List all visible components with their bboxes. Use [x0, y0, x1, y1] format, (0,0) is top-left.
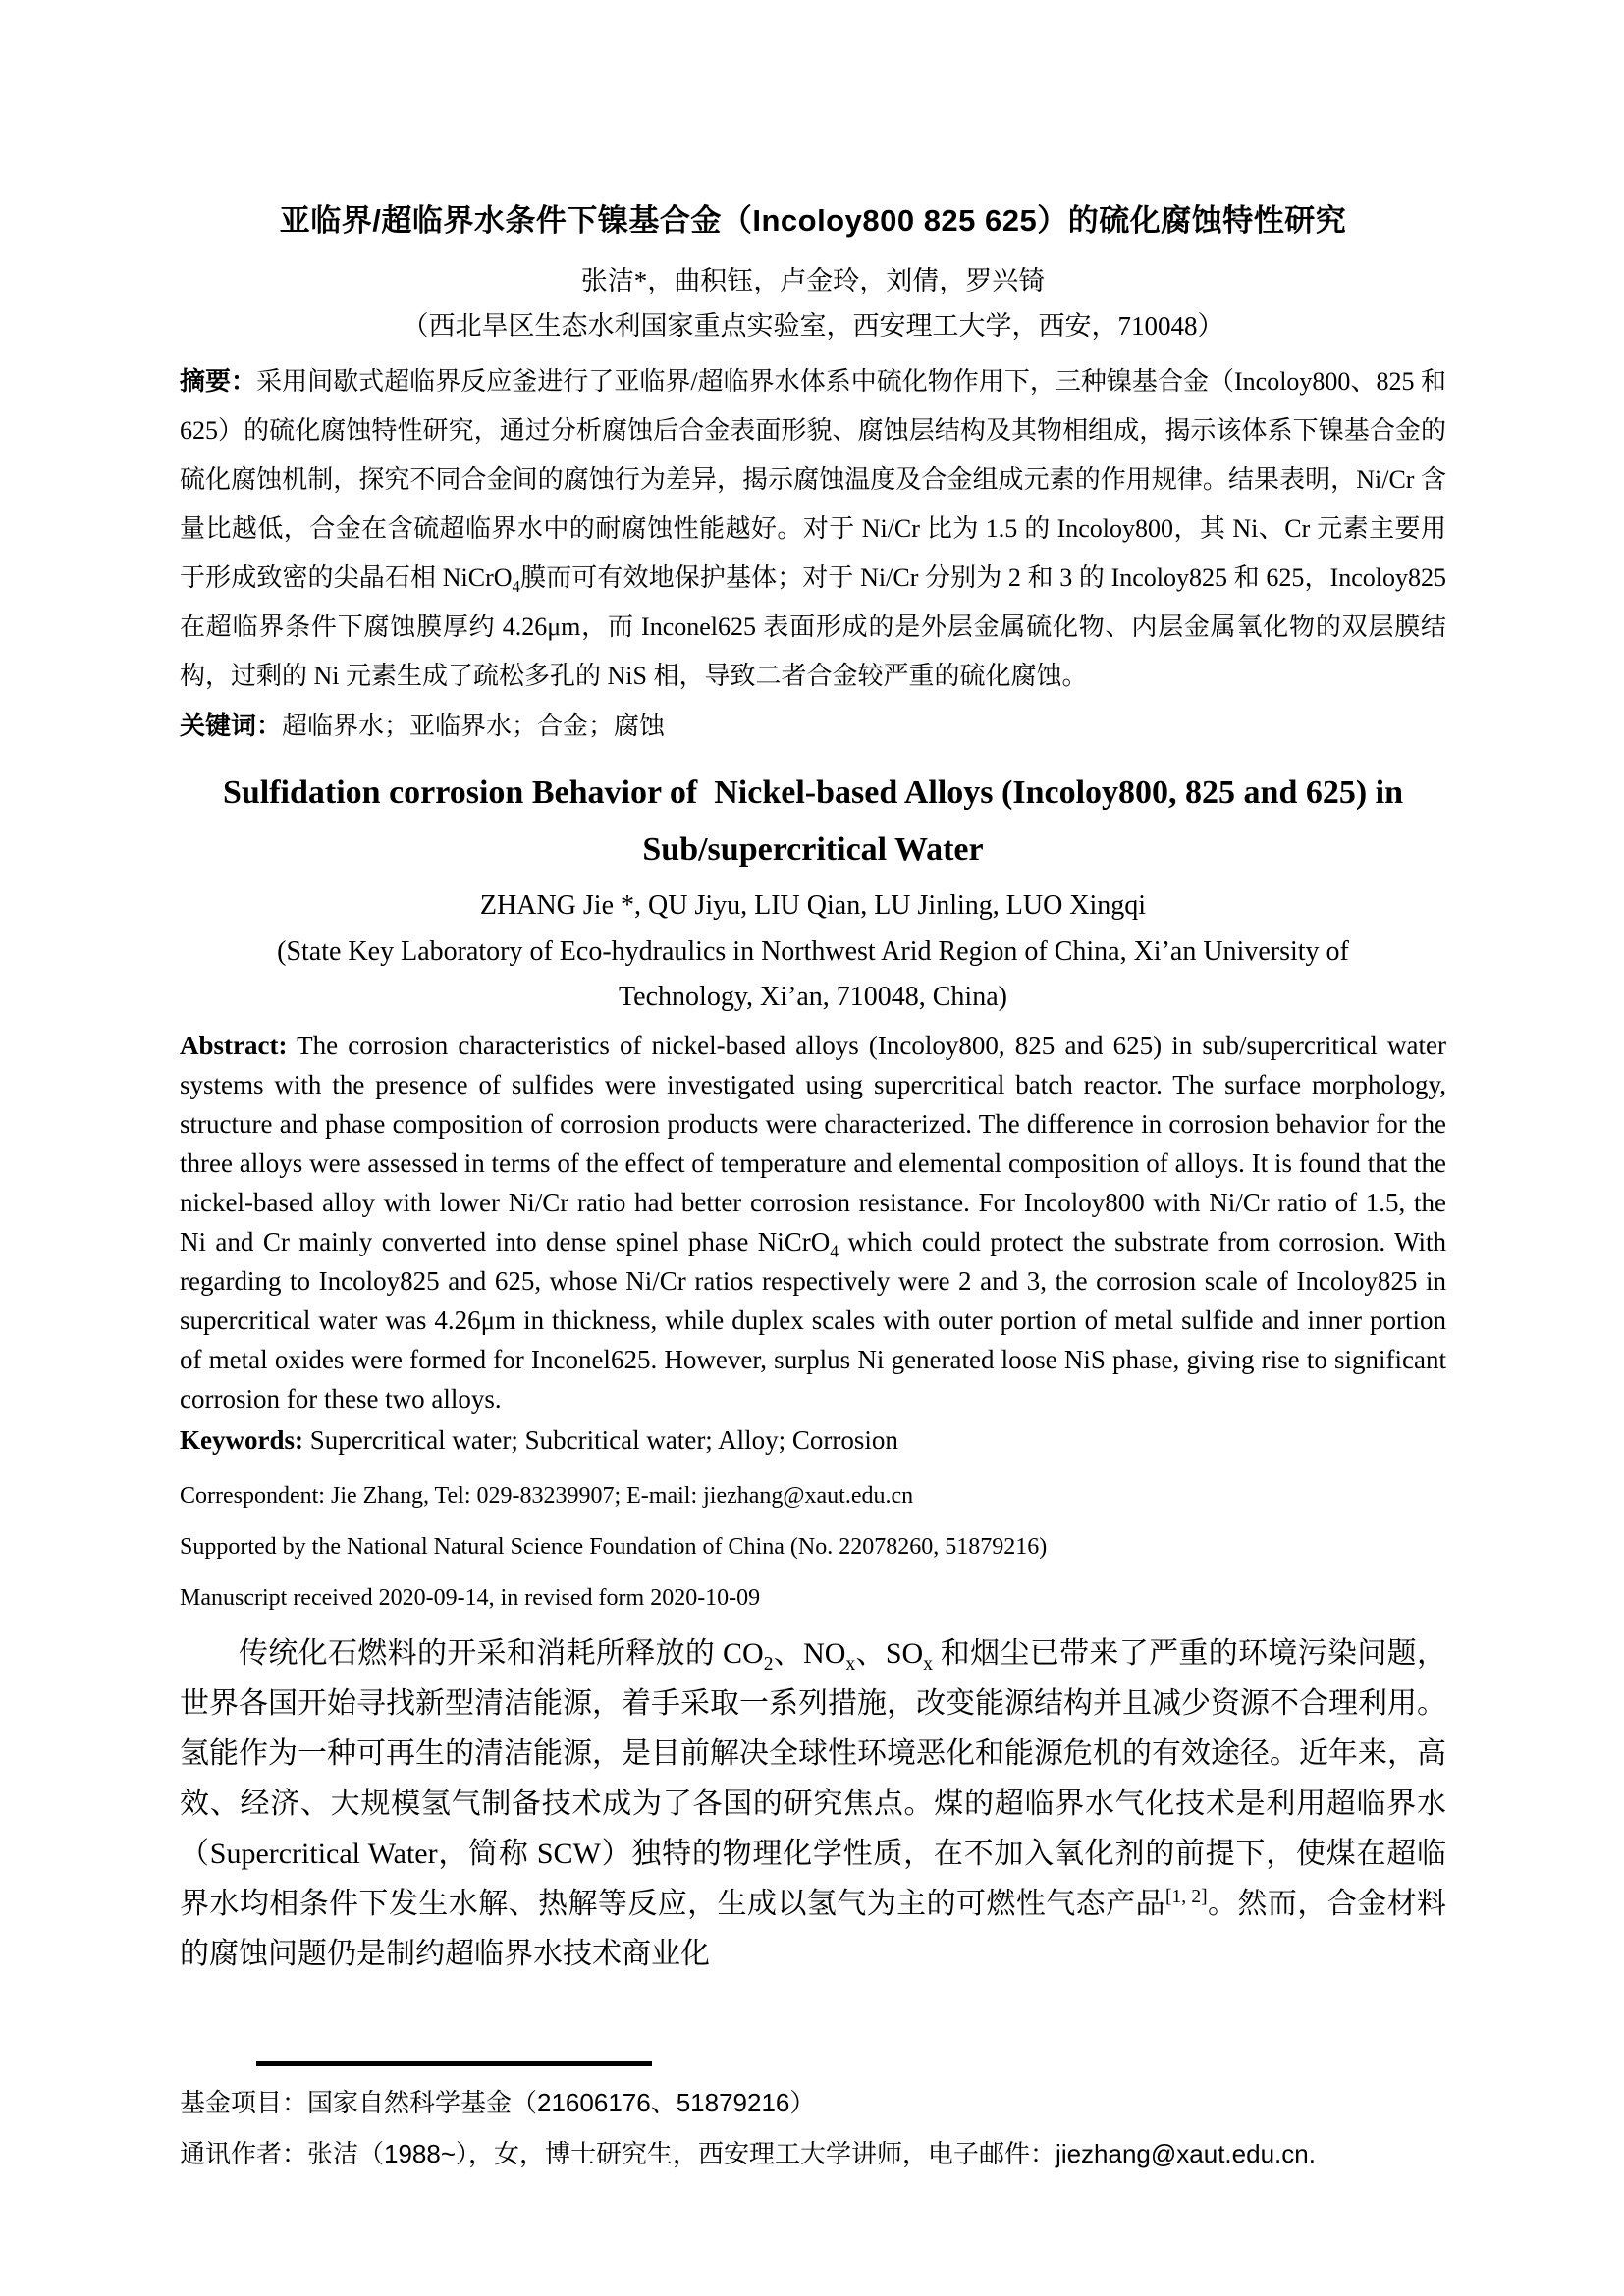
footnote-fund-text: 国家自然科学基金（21606176、51879216）	[307, 2088, 816, 2117]
chinese-abstract-subscript: 4	[512, 577, 520, 597]
english-abstract-label: Abstract:	[180, 1031, 288, 1060]
english-title	[180, 765, 1446, 879]
chinese-keywords-text: 超临界水；亚临界水；合金；腐蚀	[282, 712, 666, 740]
chinese-title: 亚临界/超临界水条件下镍基合金（Incoloy800 825 625）的硫化腐蚀特性研究	[279, 203, 1347, 238]
english-affiliation	[180, 930, 1446, 1020]
intro-text-5: 。然而，合金材料的腐蚀问题仍是制约超临界水技术商业化	[180, 1888, 1447, 1970]
footnote-fund-line	[180, 2088, 1446, 2117]
intro-text-3: 、SO	[855, 1637, 924, 1670]
chinese-affiliation: （西北旱区生态水利国家重点实验室，西安理工大学，西安，710048）	[402, 311, 1224, 341]
english-keywords-label: Keywords:	[180, 1425, 303, 1455]
footnote-correspondent-label: 通讯作者：	[180, 2139, 308, 2168]
chinese-authors: 张洁*，曲积钰，卢金玲，刘倩，罗兴锜	[580, 266, 1046, 295]
introduction-paragraph	[180, 1629, 1446, 1979]
english-title-line-1: Sulfidation corrosion Behavior of Nickel-based Alloys (Incoloy800, 825 and 625) in	[222, 774, 1404, 811]
footnote-separator-rule	[256, 2061, 652, 2066]
english-abstract	[180, 1026, 1446, 1418]
intro-citation-superscript: [1, 2]	[1164, 1887, 1208, 1907]
intro-text-2: 、NO	[773, 1637, 846, 1670]
chinese-abstract-text-2: 膜而可有效地保护基体；对于 Ni/Cr 分别为 2 和 3 的 Incoloy825 和 625，Incoloy825 在超临界条件下腐蚀膜厚约 4.26μm，而 Inconel625 表面形成的是外层金属硫化物、内层金属氧化物的双层膜结构，过剩的 Ni 元素生成了疏松多孔的 NiS 相，导致二者合金较严重的硫化腐蚀。	[180, 563, 1446, 690]
chinese-keywords-label: 关键词：	[180, 711, 283, 740]
footnote-block	[180, 2061, 1446, 2168]
intro-text-1: 传统化石燃料的开采和消耗所释放的 CO	[239, 1637, 764, 1670]
funding-support-line: Supported by the National Natural Science Foundation of China (No. 22078260, 51879216)	[180, 1534, 1048, 1560]
english-abstract-subscript: 4	[830, 1241, 839, 1261]
paper-content	[180, 201, 1446, 1979]
english-abstract-text-2: which could protect the substrate from corrosion. With regarding to Incoloy825 and 625, whose Ni/Cr ratios respectively were 2 and 3, the corrosion scale of Incoloy825 in supercritical water was 4.26μm in thickness, while duplex scales with outer portion of metal sulfide and inner portion of metal oxides were formed for Inconel625. However, surplus Ni generated loose NiS phase, giving rise to significant corrosion for these two alloys.	[180, 1227, 1446, 1414]
english-keywords-text: Supercritical water; Subcritical water; Alloy; Corrosion	[302, 1425, 898, 1455]
manuscript-received-line: Manuscript received 2020-09-14, in revised form 2020-10-09	[180, 1585, 761, 1611]
intro-subscript-co2: 2	[763, 1654, 774, 1675]
english-keywords	[180, 1420, 1446, 1460]
intro-subscript-nox: x	[845, 1654, 856, 1675]
meta-block	[180, 1481, 1446, 1613]
english-affiliation-line-1: (State Key Laboratory of Eco-hydraulics in Northwest Arid Region of China, Xi’an University of	[277, 936, 1349, 967]
chinese-abstract	[180, 356, 1446, 701]
english-authors: ZHANG Jie *, QU Jiyu, LIU Qian, LU Jinling, LUO Xingqi	[479, 890, 1147, 921]
footnote-correspondent-text: 张洁（1988~），女，博士研究生，西安理工大学讲师，电子邮件：jiezhang@xaut.edu.cn.	[307, 2139, 1316, 2168]
chinese-abstract-text-1: 采用间歇式超临界反应釜进行了亚临界/超临界水体系中硫化物作用下，三种镍基合金（Incoloy800、825 和 625）的硫化腐蚀特性研究，通过分析腐蚀后合金表面形貌、腐蚀层结构及其物相组成，揭示该体系下镍基合金的硫化腐蚀机制，探究不同合金间的腐蚀行为差异，揭示腐蚀温度及合金组成元素的作用规律。结果表明，Ni/Cr 含量比越低，合金在含硫超临界水中的耐腐蚀性能越好。对于 Ni/Cr 比为 1.5 的 Incoloy800，其 Ni、Cr 元素主要用于形成致密的尖晶石相 NiCrO	[180, 367, 1446, 592]
intro-text-4: 和烟尘已带来了严重的环境污染问题，世界各国开始寻找新型清洁能源，着手采取一系列措施，改变能源结构并且减少资源不合理利用。氢能作为一种可再生的清洁能源，是目前解决全球性环境恶化和能源危机的有效途径。近年来，高效、经济、大规模氢气制备技术成为了各国的研究焦点。煤的超临界水气化技术是利用超临界水（Supercritical Water，简称 SCW）独特的物理化学性质，在不加入氧化剂的前提下，使煤在超临界水均相条件下发生水解、热解等反应，生成以氢气为主的可燃性气态产品	[180, 1637, 1446, 1920]
chinese-keywords	[180, 701, 1446, 751]
english-affiliation-line-2: Technology, Xi’an, 710048, China)	[619, 982, 1007, 1012]
chinese-abstract-label: 摘要：	[180, 366, 257, 396]
intro-subscript-sox: x	[923, 1654, 933, 1675]
english-title-line-2: Sub/supercritical Water	[642, 831, 984, 868]
footnote-correspondent-line	[180, 2139, 1446, 2168]
correspondent-line: Correspondent: Jie Zhang, Tel: 029-83239907; E-mail: jiezhang@xaut.edu.cn	[180, 1483, 914, 1509]
english-abstract-text-1: The corrosion characteristics of nickel-based alloys (Incoloy800, 825 and 625) in sub/supercritical water systems with the presence of sulfides were investigated using supercritical batch reactor. The surface morphology, structure and phase composition of corrosion products were characterized. The difference in corrosion behavior for the three alloys were assessed in terms of the effect of temperature and elemental composition of alloys. It is found that the nickel-based alloy with lower Ni/Cr ratio had better corrosion resistance. For Incoloy800 with Ni/Cr ratio of 1.5, the Ni and Cr mainly converted into dense spinel phase NiCrO	[180, 1031, 1446, 1256]
footnote-fund-label: 基金项目：	[180, 2088, 308, 2117]
